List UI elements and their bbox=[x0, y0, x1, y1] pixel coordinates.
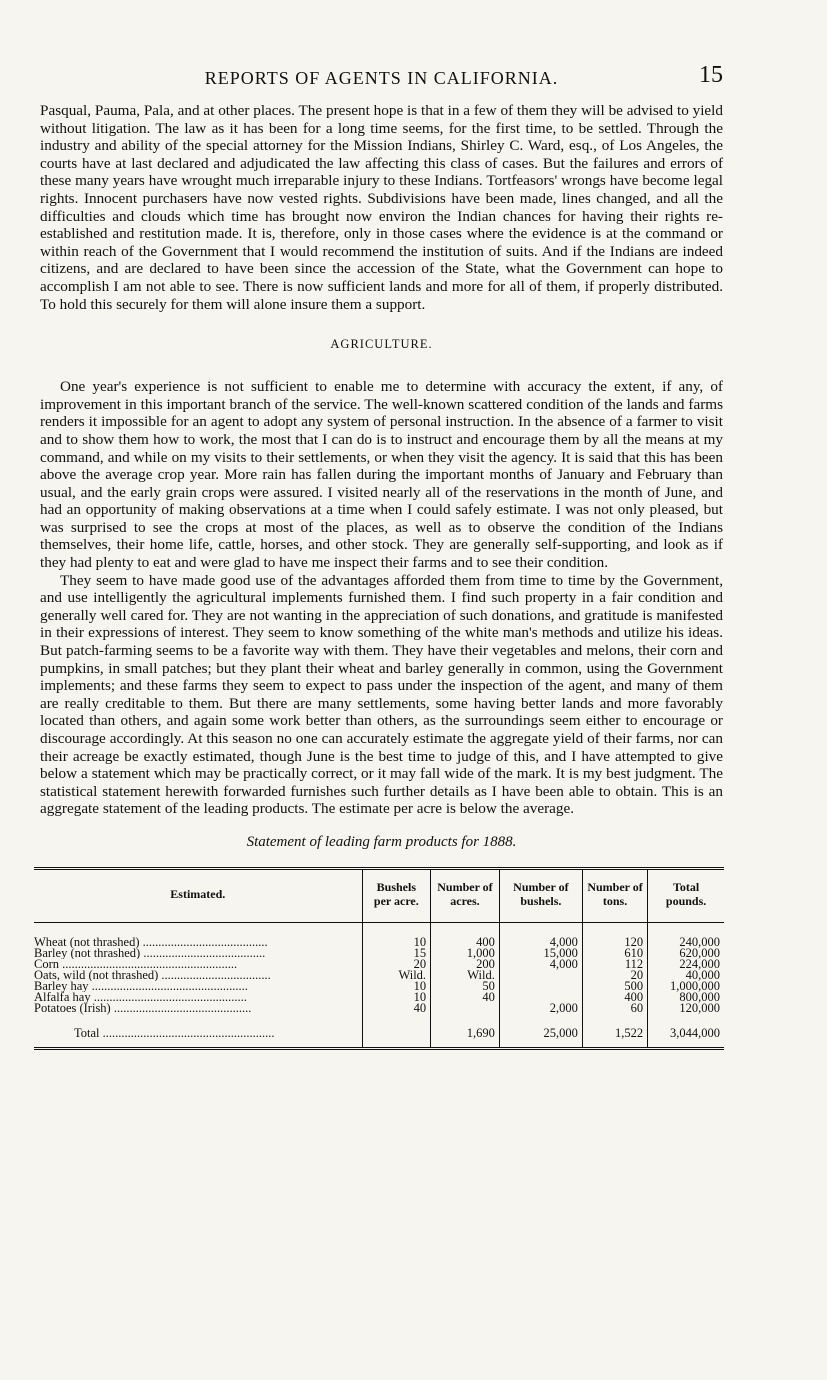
col-header-estimated: Estimated. bbox=[170, 886, 226, 901]
table-row bbox=[34, 922, 724, 948]
row-label: Barley hay .................................................. bbox=[34, 980, 248, 992]
row-value: 400 bbox=[431, 922, 500, 948]
row-value: 1,000,000 bbox=[648, 981, 724, 992]
total-value bbox=[362, 1022, 430, 1049]
paragraph-agriculture-1: One year's experience is not sufficient to enable me to determine with accuracy the extent, if any, of improvement in this important branch of the service. The well-known scattered condition of the lands and farms renders it impossible for an agent to adopt any system of personal instruction. In the absence of a farmer to visit and to show them how to work, the most that I can do is to instruct and encourage them by all the means at my command, and while on my visits to their settlements, or when they visit the agency. It is said that this has been above the average crop year. More rain has fallen during the important months of January and February than usual, and the early grain crops were assured. I visited nearly all of the reservations in the month of June, and had an opportunity of making observations at a time when I could safely estimate. I was not only pleased, but was surprised to see the crops at most of the places, as well as to observe the condition of the Indians themselves, their home life, cattle, horses, and other stock. They are generally self-supporting, and look as if they had plenty to eat and were glad to have me inspect their farms and to see their condition. bbox=[40, 378, 723, 572]
row-value: 15,000 bbox=[499, 948, 582, 959]
row-value: 40,000 bbox=[648, 970, 724, 981]
row-value bbox=[499, 970, 582, 981]
row-value: 500 bbox=[582, 981, 647, 992]
table-row bbox=[34, 992, 724, 1003]
section-heading: AGRICULTURE. bbox=[330, 337, 433, 352]
row-value: 10 bbox=[362, 922, 430, 948]
row-value: 50 bbox=[431, 981, 500, 992]
table-row bbox=[34, 970, 724, 981]
row-value: 1,000 bbox=[431, 948, 500, 959]
page-header bbox=[40, 62, 723, 102]
row-value: 4,000 bbox=[499, 922, 582, 948]
row-label: Alfalfa hay ................................................. bbox=[34, 991, 247, 1003]
paragraph-litigation: Pasqual, Pauma, Pala, and at other places. The present hope is that in a few of them they will be advised to yield without litigation. The law as it has been for a long time seems, for the first time, to be settled. Through the industry and ability of the special attorney for the Mission Indians, Shirley C. Ward, esq., of Los Angeles, the courts have at last declared and adjudicated the law affecting this class of cases. But the failures and errors of these many years have wrought much irreparable injury to these Indians. Tortfeasors' wrongs have become legal rights. Innocent purchasers have now vested rights. Subdivisions have been made, lines changed, and all the difficulties and clouds which time has brought now environ the Indian chances for having their rights re-established and restitution made. It is, therefore, only in those cases where the evidence is at the command or within reach of the Government that I would recommend the institution of suits. And if the Indians are indeed citizens, and are declared to have been since the accession of the State, what the Government can hope to accomplish I am not able to see. There is now sufficient lands and more for all of them, if properly distributed. To hold this securely for them will alone insure them a support. bbox=[40, 102, 723, 313]
row-value: 120 bbox=[582, 922, 647, 948]
row-value: 20 bbox=[582, 970, 647, 981]
row-value: 10 bbox=[362, 981, 430, 992]
table-row bbox=[34, 1003, 724, 1022]
table-header-row bbox=[34, 868, 724, 922]
table-row bbox=[34, 948, 724, 959]
row-value: 240,000 bbox=[648, 922, 724, 948]
row-value bbox=[431, 1003, 500, 1022]
row-label: Corn ........................................................ bbox=[34, 958, 238, 970]
row-value: 112 bbox=[582, 959, 647, 970]
row-value: 4,000 bbox=[499, 959, 582, 970]
document-page bbox=[34, 62, 723, 1052]
row-label: Wheat (not thrashed) ........................................ bbox=[34, 934, 268, 948]
row-value: 620,000 bbox=[648, 948, 724, 959]
page-number: 15 bbox=[699, 62, 723, 88]
row-value: Wild. bbox=[362, 970, 430, 981]
row-value: 120,000 bbox=[648, 1003, 724, 1022]
row-value bbox=[499, 981, 582, 992]
col-header-total-pounds: Total pounds. bbox=[648, 868, 724, 922]
row-value: Wild. bbox=[431, 970, 500, 981]
row-value: 200 bbox=[431, 959, 500, 970]
total-value: 1,522 bbox=[582, 1022, 647, 1049]
farm-products-table bbox=[34, 867, 724, 1052]
row-value: 400 bbox=[582, 992, 647, 1003]
total-value: 1,690 bbox=[431, 1022, 500, 1049]
running-title: REPORTS OF AGENTS IN CALIFORNIA. bbox=[204, 68, 559, 88]
paragraph-agriculture-2: They seem to have made good use of the advantages afforded them from time to time by the Government, and use intelligently the agricultural implements furnished them. I find such property in a fair condition and generally well cared for. They are not wanting in the appreciation of such donations, and gratitude is manifested in their expressions of interest. They seem to know something of the white man's methods and utilize his ideas. But patch-farming seems to be a favorite way with them. They have their vegetables and melons, their corn and pumpkins, in small patches; but they plant their wheat and barley generally in common, using the Government implements; and these farms they seem to expect to pass under the inspection of the agent, and many of them are really creditable to them. But there are many settlements, some having better lands and more favorably located than others, and again some work better than others, as the surroundings seem either to encourage or discourage accordingly. At this season no one can accurately estimate the aggregate yield of their farms, nor can their acreage be exactly estimated, though June is the best time to judge of this, and I have attempted to give below a statement which may be practically correct, or it may fall wide of the mark. It is my best judgment. The statistical statement herewith forwarded furnishes such further details as I have been able to obtain. This is an aggregate statement of the leading products. The estimate per acre is below the average. bbox=[40, 571, 723, 818]
table-total-row bbox=[34, 1022, 724, 1049]
total-value: 3,044,000 bbox=[648, 1022, 724, 1049]
row-value: 40 bbox=[431, 992, 500, 1003]
col-header-number-of-bushels: Number of bushels. bbox=[499, 868, 582, 922]
col-header-number-of-acres: Number of acres. bbox=[431, 868, 500, 922]
row-value: 2,000 bbox=[499, 1003, 582, 1022]
row-value: 15 bbox=[362, 948, 430, 959]
table-caption: Statement of leading farm products for 1888. bbox=[246, 833, 517, 850]
row-value: 20 bbox=[362, 959, 430, 970]
col-header-number-of-tons: Number of tons. bbox=[582, 868, 647, 922]
col-header-bushels-per-acre: Bushels per acre. bbox=[362, 868, 430, 922]
row-value: 10 bbox=[362, 992, 430, 1003]
row-value: 800,000 bbox=[648, 992, 724, 1003]
row-label: Potatoes (Irish) ............................................ bbox=[34, 1002, 252, 1015]
row-value: 610 bbox=[582, 948, 647, 959]
row-label: Oats, wild (not thrashed) ................................... bbox=[34, 969, 271, 981]
table-row bbox=[34, 959, 724, 970]
table-row bbox=[34, 981, 724, 992]
row-value: 60 bbox=[582, 1003, 647, 1022]
total-value: 25,000 bbox=[499, 1022, 582, 1049]
row-label: Barley (not thrashed) ....................................... bbox=[34, 947, 266, 959]
total-label: Total ....................................................... bbox=[74, 1025, 275, 1040]
row-value: 224,000 bbox=[648, 959, 724, 970]
row-value: 40 bbox=[362, 1003, 430, 1022]
